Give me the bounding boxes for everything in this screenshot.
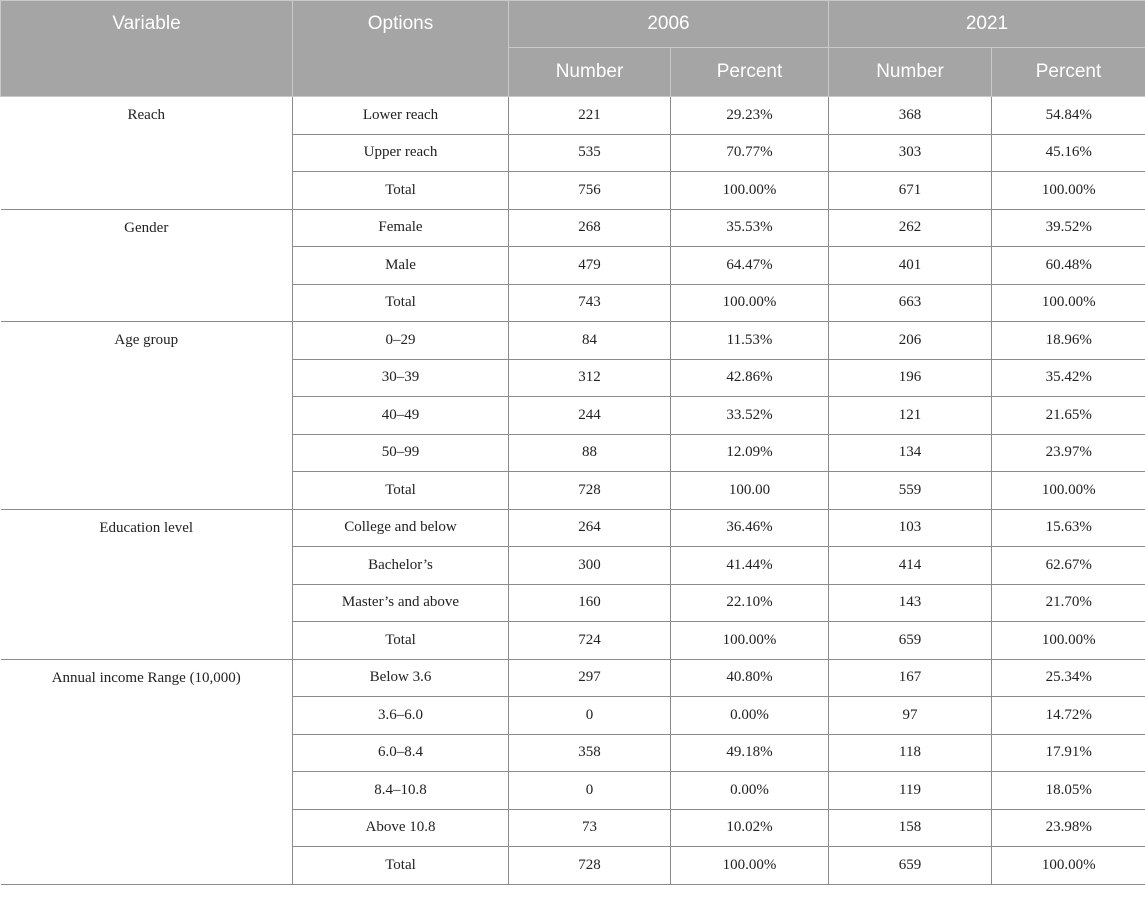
option-cell: Total [293, 622, 509, 660]
number-2006-cell: 479 [509, 247, 671, 285]
percent-2006-cell: 49.18% [671, 734, 829, 772]
table-row [1, 509, 1145, 547]
number-2006-cell: 88 [509, 434, 671, 472]
option-cell: Master’s and above [293, 584, 509, 622]
percent-2021-cell: 60.48% [992, 247, 1145, 285]
option-cell: 6.0–8.4 [293, 734, 509, 772]
number-2021-cell: 671 [829, 172, 992, 210]
percent-2021-cell: 15.63% [992, 509, 1145, 547]
number-2021-cell: 401 [829, 247, 992, 285]
option-cell: 30–39 [293, 359, 509, 397]
percent-2021-cell: 54.84% [992, 97, 1145, 135]
header-year-2021: 2021 [829, 1, 1145, 48]
percent-2006-cell: 100.00 [671, 472, 829, 510]
option-cell: 3.6–6.0 [293, 697, 509, 735]
header-variable: Variable [1, 1, 293, 97]
percent-2006-cell: 70.77% [671, 134, 829, 172]
percent-2006-cell: 64.47% [671, 247, 829, 285]
table-row [1, 322, 1145, 360]
percent-2006-cell: 40.80% [671, 659, 829, 697]
percent-2006-cell: 36.46% [671, 509, 829, 547]
percent-2006-cell: 100.00% [671, 847, 829, 885]
percent-2021-cell: 100.00% [992, 847, 1145, 885]
option-cell: Upper reach [293, 134, 509, 172]
number-2021-cell: 121 [829, 397, 992, 435]
option-cell: 8.4–10.8 [293, 772, 509, 810]
table-row [1, 209, 1145, 247]
option-cell: Total [293, 472, 509, 510]
percent-2021-cell: 23.98% [992, 809, 1145, 847]
percent-2006-cell: 0.00% [671, 772, 829, 810]
option-cell: Bachelor’s [293, 547, 509, 585]
option-cell: Female [293, 209, 509, 247]
percent-2006-cell: 100.00% [671, 172, 829, 210]
percent-2021-cell: 18.96% [992, 322, 1145, 360]
number-2006-cell: 312 [509, 359, 671, 397]
header-year-2006: 2006 [509, 1, 829, 48]
percent-2021-cell: 21.65% [992, 397, 1145, 435]
percent-2021-cell: 100.00% [992, 172, 1145, 210]
number-2006-cell: 756 [509, 172, 671, 210]
percent-2006-cell: 22.10% [671, 584, 829, 622]
table-body [1, 97, 1145, 885]
number-2006-cell: 268 [509, 209, 671, 247]
number-2021-cell: 414 [829, 547, 992, 585]
number-2006-cell: 743 [509, 284, 671, 322]
number-2021-cell: 118 [829, 734, 992, 772]
number-2006-cell: 160 [509, 584, 671, 622]
number-2021-cell: 119 [829, 772, 992, 810]
header-number-2006: Number [509, 48, 671, 97]
percent-2006-cell: 10.02% [671, 809, 829, 847]
number-2021-cell: 206 [829, 322, 992, 360]
number-2021-cell: 663 [829, 284, 992, 322]
number-2021-cell: 659 [829, 847, 992, 885]
number-2021-cell: 167 [829, 659, 992, 697]
variable-cell: Reach [1, 97, 293, 210]
number-2021-cell: 303 [829, 134, 992, 172]
number-2021-cell: 134 [829, 434, 992, 472]
number-2006-cell: 84 [509, 322, 671, 360]
number-2021-cell: 368 [829, 97, 992, 135]
number-2006-cell: 264 [509, 509, 671, 547]
number-2006-cell: 244 [509, 397, 671, 435]
option-cell: Total [293, 284, 509, 322]
number-2021-cell: 659 [829, 622, 992, 660]
option-cell: Lower reach [293, 97, 509, 135]
table-row [1, 659, 1145, 697]
number-2021-cell: 196 [829, 359, 992, 397]
header-options: Options [293, 1, 509, 97]
percent-2021-cell: 21.70% [992, 584, 1145, 622]
percent-2006-cell: 29.23% [671, 97, 829, 135]
number-2006-cell: 221 [509, 97, 671, 135]
percent-2006-cell: 35.53% [671, 209, 829, 247]
percent-2021-cell: 25.34% [992, 659, 1145, 697]
percent-2021-cell: 35.42% [992, 359, 1145, 397]
option-cell: Below 3.6 [293, 659, 509, 697]
number-2006-cell: 535 [509, 134, 671, 172]
percent-2021-cell: 100.00% [992, 284, 1145, 322]
number-2021-cell: 97 [829, 697, 992, 735]
percent-2021-cell: 39.52% [992, 209, 1145, 247]
percent-2021-cell: 100.00% [992, 472, 1145, 510]
header-number-2021: Number [829, 48, 992, 97]
percent-2021-cell: 23.97% [992, 434, 1145, 472]
variable-cell: Age group [1, 322, 293, 510]
variable-cell: Gender [1, 209, 293, 322]
number-2006-cell: 73 [509, 809, 671, 847]
header-percent-2006: Percent [671, 48, 829, 97]
percent-2021-cell: 14.72% [992, 697, 1145, 735]
percent-2006-cell: 100.00% [671, 284, 829, 322]
number-2021-cell: 559 [829, 472, 992, 510]
percent-2021-cell: 18.05% [992, 772, 1145, 810]
table-header [1, 1, 1145, 97]
percent-2021-cell: 45.16% [992, 134, 1145, 172]
header-percent-2021: Percent [992, 48, 1145, 97]
number-2006-cell: 300 [509, 547, 671, 585]
number-2021-cell: 262 [829, 209, 992, 247]
number-2006-cell: 297 [509, 659, 671, 697]
number-2006-cell: 0 [509, 772, 671, 810]
percent-2006-cell: 41.44% [671, 547, 829, 585]
number-2006-cell: 728 [509, 472, 671, 510]
percent-2006-cell: 0.00% [671, 697, 829, 735]
number-2006-cell: 358 [509, 734, 671, 772]
number-2021-cell: 103 [829, 509, 992, 547]
option-cell: Male [293, 247, 509, 285]
table-row [1, 97, 1145, 135]
percent-2006-cell: 100.00% [671, 622, 829, 660]
option-cell: 0–29 [293, 322, 509, 360]
option-cell: Total [293, 847, 509, 885]
option-cell: College and below [293, 509, 509, 547]
percent-2006-cell: 12.09% [671, 434, 829, 472]
option-cell: Above 10.8 [293, 809, 509, 847]
percent-2021-cell: 17.91% [992, 734, 1145, 772]
percent-2006-cell: 33.52% [671, 397, 829, 435]
percent-2006-cell: 42.86% [671, 359, 829, 397]
variable-cell: Annual income Range (10,000) [1, 659, 293, 884]
option-cell: 50–99 [293, 434, 509, 472]
option-cell: 40–49 [293, 397, 509, 435]
number-2021-cell: 143 [829, 584, 992, 622]
percent-2006-cell: 11.53% [671, 322, 829, 360]
number-2006-cell: 0 [509, 697, 671, 735]
number-2006-cell: 728 [509, 847, 671, 885]
number-2021-cell: 158 [829, 809, 992, 847]
variable-cell: Education level [1, 509, 293, 659]
option-cell: Total [293, 172, 509, 210]
percent-2021-cell: 62.67% [992, 547, 1145, 585]
percent-2021-cell: 100.00% [992, 622, 1145, 660]
number-2006-cell: 724 [509, 622, 671, 660]
